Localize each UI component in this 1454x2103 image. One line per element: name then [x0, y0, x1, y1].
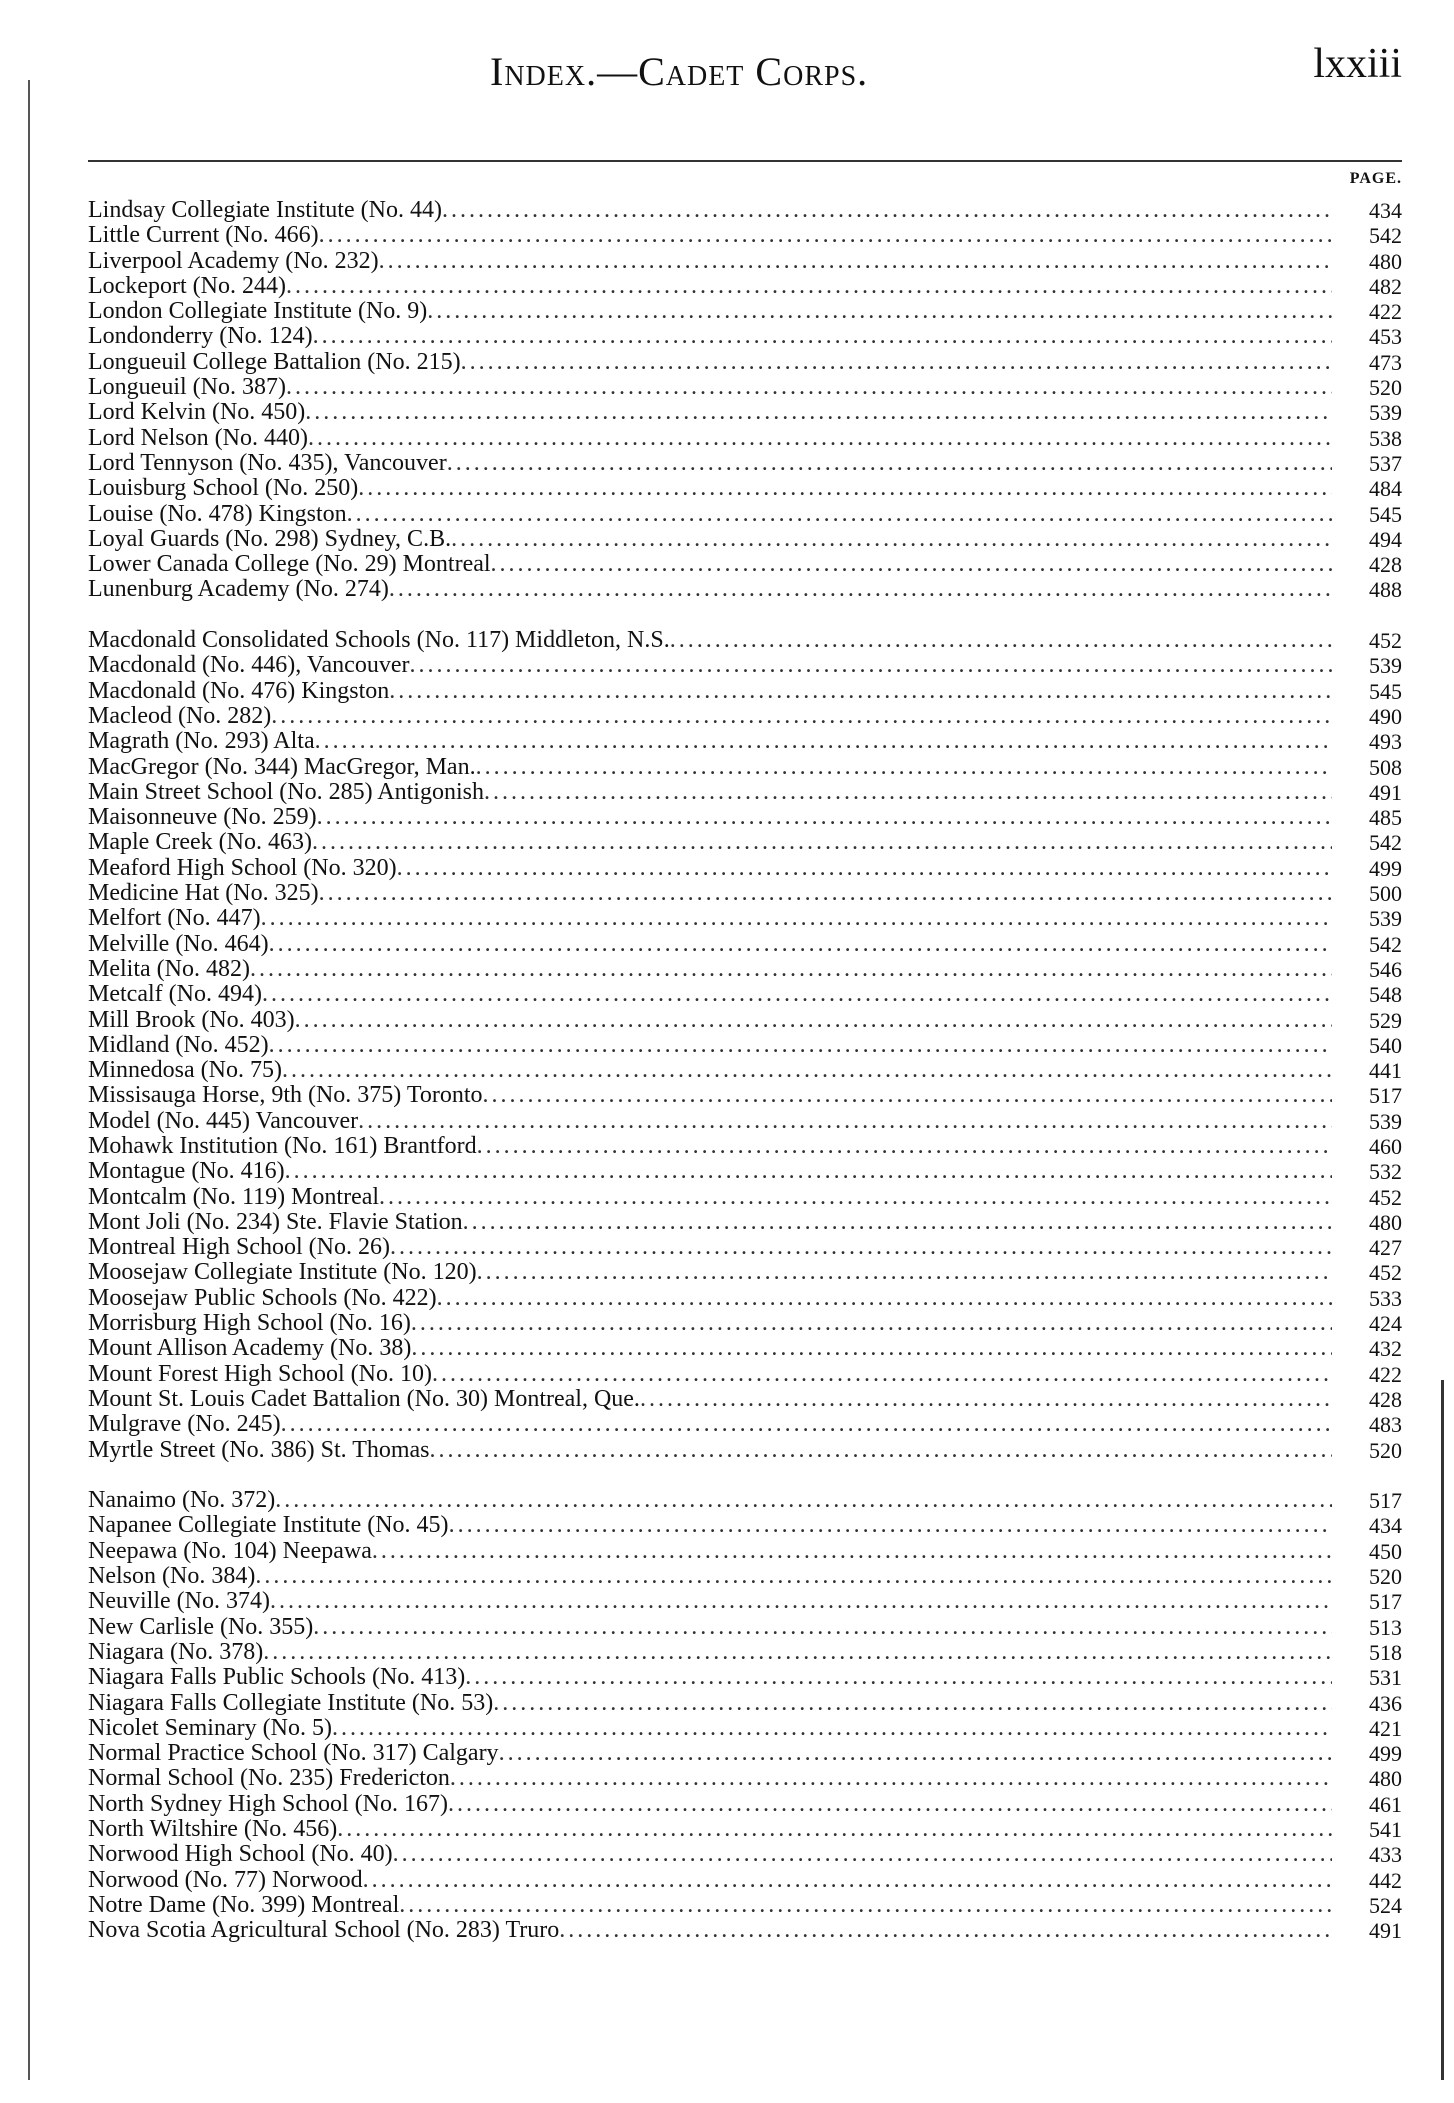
index-entry-text: Niagara Falls Public Schools (No. 413)	[88, 1665, 466, 1691]
index-entry-text: Norwood High School (No. 40)	[88, 1842, 393, 1868]
index-entry-text: Melfort (No. 447)	[88, 906, 261, 932]
index-entry-text: Melita (No. 482)	[88, 956, 250, 982]
page-ref: 452	[1369, 1184, 1402, 1210]
dot-leader	[282, 1058, 1332, 1083]
index-entry	[88, 1362, 1332, 1387]
dot-leader	[463, 1210, 1332, 1235]
page-ref: 480	[1369, 248, 1402, 274]
section-gap	[88, 1463, 1332, 1488]
index-entry	[88, 1286, 1332, 1311]
page-ref: 442	[1369, 1867, 1402, 1893]
index-entry-text: Norwood (No. 77) Norwood	[88, 1867, 363, 1893]
index-entry-text: Little Current (No. 466)	[88, 223, 319, 249]
dot-leader	[483, 1083, 1332, 1108]
index-entry	[88, 1438, 1332, 1463]
index-entry	[88, 1412, 1332, 1437]
index-entry-text: Lockeport (No. 244)	[88, 273, 286, 299]
index-entry-text: Liverpool Academy (No. 232)	[88, 248, 379, 274]
index-entry-text: Metcalf (No. 494)	[88, 982, 262, 1008]
dot-leader	[476, 755, 1332, 780]
dot-leader	[295, 1008, 1332, 1033]
index-entry	[88, 1691, 1332, 1716]
dot-leader	[250, 957, 1332, 982]
left-margin-rule	[28, 80, 30, 2080]
index-entry	[88, 1615, 1332, 1640]
page-ref: 428	[1369, 552, 1402, 578]
index-entry-text: London Collegiate Institute (No. 9)	[88, 299, 428, 325]
index-entry	[88, 780, 1332, 805]
dot-leader	[465, 1665, 1332, 1690]
header-divider	[88, 160, 1402, 162]
page-ref: 491	[1369, 1918, 1402, 1944]
index-entries	[88, 198, 1332, 1943]
dot-leader	[442, 198, 1332, 223]
page-ref: 517	[1369, 1488, 1402, 1514]
dot-leader	[411, 1311, 1332, 1336]
index-entry-text: Melville (No. 464)	[88, 931, 269, 957]
page-ref: 421	[1369, 1715, 1402, 1741]
index-entry-text: Model (No. 445) Vancouver	[88, 1108, 359, 1134]
index-entry-text: Meaford High School (No. 320)	[88, 855, 397, 881]
index-entry-text: Minnedosa (No. 75)	[88, 1058, 282, 1084]
index-entry	[88, 1210, 1332, 1235]
page-column-label: PAGE.	[1349, 170, 1402, 187]
page-ref: 545	[1369, 501, 1402, 527]
index-entry	[88, 426, 1332, 451]
index-entry-text: Macdonald (No. 476) Kingston	[88, 678, 390, 704]
index-entry-text: New Carlisle (No. 355)	[88, 1614, 314, 1640]
dot-leader	[270, 1589, 1332, 1614]
dot-leader	[263, 1640, 1332, 1665]
dot-leader	[477, 1260, 1332, 1285]
index-entry	[88, 350, 1332, 375]
index-entry-text: Lindsay Collegiate Institute (No. 44)	[88, 198, 442, 223]
dot-leader	[461, 350, 1332, 375]
section-gap	[1342, 1463, 1402, 1488]
index-entry	[88, 223, 1332, 248]
page-ref: 473	[1369, 349, 1402, 375]
index-entry-text: Neuville (No. 374)	[88, 1589, 270, 1615]
dot-leader	[286, 375, 1332, 400]
page-ref: 540	[1369, 1032, 1402, 1058]
index-entry-text: North Wiltshire (No. 456)	[88, 1817, 338, 1842]
dot-leader	[390, 1235, 1332, 1260]
index-entry-text: Mill Brook (No. 403)	[88, 1007, 295, 1033]
page-ref: 453	[1369, 324, 1402, 350]
dot-leader	[358, 1109, 1332, 1134]
index-entry	[88, 1589, 1332, 1614]
index-entry	[88, 1387, 1332, 1412]
right-margin-rule	[1441, 1380, 1444, 2080]
page-ref: 538	[1369, 425, 1402, 451]
index-entry	[88, 1235, 1332, 1260]
index-entry	[88, 476, 1332, 501]
index-entry	[88, 1893, 1332, 1918]
page-ref: 524	[1369, 1892, 1402, 1918]
index-entry-text: Montague (No. 416)	[88, 1159, 285, 1185]
index-entry-text: MacGregor (No. 344) MacGregor, Man.	[88, 754, 476, 780]
index-entry-text: Mount St. Louis Cadet Battalion (No. 30) Montreal, Que.	[88, 1386, 640, 1412]
dot-leader	[437, 1286, 1332, 1311]
index-entry	[88, 552, 1332, 577]
index-entry-text: Londonderry (No. 124)	[88, 324, 313, 350]
index-entry	[88, 249, 1332, 274]
dot-leader	[432, 1362, 1332, 1387]
dot-leader	[285, 1159, 1332, 1184]
page-ref: 488	[1369, 577, 1402, 603]
dot-leader	[315, 729, 1332, 754]
index-entry-text: Montreal High School (No. 26)	[88, 1235, 390, 1261]
page-ref: 485	[1369, 805, 1402, 831]
index-entry	[88, 805, 1332, 830]
index-entry-text: Mount Forest High School (No. 10)	[88, 1361, 432, 1387]
page-ref: 542	[1369, 931, 1402, 957]
page-ref: 433	[1369, 1842, 1402, 1868]
page-ref: 539	[1369, 906, 1402, 932]
index-entry	[88, 755, 1332, 780]
index-entry	[88, 982, 1332, 1007]
page-ref: 490	[1369, 703, 1402, 729]
page-ref: 432	[1369, 1336, 1402, 1362]
index-entry	[88, 856, 1332, 881]
index-entry-text: Maple Creek (No. 463)	[88, 830, 312, 856]
dot-leader	[450, 1766, 1332, 1791]
index-entry-text: Main Street School (No. 285) Antigonish	[88, 779, 484, 805]
index-entry	[88, 1716, 1332, 1741]
index-entry-text: Napanee Collegiate Institute (No. 45)	[88, 1513, 449, 1539]
index-entry	[88, 1083, 1332, 1108]
index-entry	[88, 1842, 1332, 1867]
dot-leader	[449, 1513, 1332, 1538]
index-entry-text: Niagara Falls Collegiate Institute (No. 53)	[88, 1690, 494, 1716]
dot-leader	[332, 1716, 1332, 1741]
index-entry-text: Magrath (No. 293) Alta	[88, 729, 315, 755]
dot-leader	[305, 400, 1332, 425]
page-ref: 532	[1369, 1159, 1402, 1185]
index-entry-text: Neepawa (No. 104) Neepawa	[88, 1538, 372, 1564]
dot-leader	[491, 552, 1332, 577]
index-entry	[88, 451, 1332, 476]
index-entry-text: Macdonald Consolidated Schools (No. 117) Middleton, N.S.	[88, 628, 670, 654]
index-entry-text: Lunenburg Academy (No. 274)	[88, 577, 389, 603]
dot-leader	[363, 1868, 1332, 1893]
dot-leader	[269, 932, 1332, 957]
dot-leader	[379, 1185, 1332, 1210]
page-ref: 531	[1369, 1665, 1402, 1691]
index-entry-text: Montcalm (No. 119) Montreal	[88, 1184, 380, 1210]
index-entry	[88, 830, 1332, 855]
page-ref: 434	[1369, 198, 1402, 223]
index-entry	[88, 527, 1332, 552]
index-entry	[88, 957, 1332, 982]
index-entry-text: Longueuil (No. 387)	[88, 375, 286, 401]
index-entry	[88, 1564, 1332, 1589]
dot-leader	[317, 805, 1332, 830]
index-entry-text: Mohawk Institution (No. 161) Brantford	[88, 1133, 477, 1159]
index-entry-text: Louisburg School (No. 250)	[88, 476, 359, 502]
index-entry-text: Lord Kelvin (No. 450)	[88, 400, 306, 426]
index-entry-text: Longueuil College Battalion (No. 215)	[88, 349, 461, 375]
dot-leader	[477, 1134, 1332, 1159]
index-entry	[88, 1311, 1332, 1336]
page-ref: 539	[1369, 1108, 1402, 1134]
page-ref: 427	[1369, 1235, 1402, 1261]
dot-leader	[379, 249, 1332, 274]
index-entry	[88, 704, 1332, 729]
index-entry-text: Niagara (No. 378)	[88, 1639, 264, 1665]
index-entry-text: Mont Joli (No. 234) Ste. Flavie Station	[88, 1209, 463, 1235]
dot-leader	[286, 274, 1332, 299]
dot-leader	[640, 1387, 1332, 1412]
index-entry-text: Notre Dame (No. 399) Montreal	[88, 1892, 400, 1918]
dot-leader	[427, 299, 1332, 324]
section-gap	[1342, 603, 1402, 628]
index-entry	[88, 1817, 1332, 1842]
dot-leader	[337, 1817, 1332, 1842]
page-ref: 520	[1369, 1437, 1402, 1463]
page-ref: 482	[1369, 273, 1402, 299]
dot-leader	[319, 223, 1332, 248]
index-entry	[88, 1665, 1332, 1690]
page-ref: 434	[1369, 1513, 1402, 1539]
dot-leader	[308, 426, 1332, 451]
index-entry	[88, 324, 1332, 349]
dot-leader	[269, 1033, 1332, 1058]
index-entry	[88, 1134, 1332, 1159]
index-entry-text: Nicolet Seminary (No. 5)	[88, 1715, 332, 1741]
index-entry	[88, 1058, 1332, 1083]
page-ref: 518	[1369, 1639, 1402, 1665]
index-entry	[88, 1185, 1332, 1210]
page-ref: 546	[1369, 956, 1402, 982]
index-entry-text: Normal School (No. 235) Fredericton	[88, 1766, 450, 1792]
index-entry-text: Lord Tennyson (No. 435), Vancouver	[88, 450, 447, 476]
page-ref: 422	[1369, 299, 1402, 325]
page-numbers-column	[1342, 198, 1402, 1943]
page-ref: 541	[1369, 1817, 1402, 1842]
index-entry	[88, 400, 1332, 425]
dot-leader	[499, 1741, 1332, 1766]
page-ref: 452	[1369, 1260, 1402, 1286]
index-entry-text: Loyal Guards (No. 298) Sydney, C.B.	[88, 526, 452, 552]
page-ref: 529	[1369, 1007, 1402, 1033]
index-entry	[88, 274, 1332, 299]
page-ref: 461	[1369, 1791, 1402, 1817]
index-entry-text: Macdonald (No. 446), Vancouver	[88, 653, 410, 679]
page-ref: 539	[1369, 400, 1402, 426]
page-ref: 441	[1369, 1058, 1402, 1084]
page-ref: 545	[1369, 678, 1402, 704]
index-entry	[88, 1792, 1332, 1817]
dot-leader	[409, 653, 1332, 678]
page-ref: 548	[1369, 982, 1402, 1008]
dot-leader	[451, 527, 1332, 552]
page-ref: 517	[1369, 1589, 1402, 1615]
index-entry	[88, 1008, 1332, 1033]
index-entry-text: North Sydney High School (No. 167)	[88, 1791, 448, 1817]
dot-leader	[275, 1488, 1332, 1513]
page-ref: 513	[1369, 1614, 1402, 1640]
dot-leader	[411, 1336, 1332, 1361]
dot-leader	[484, 780, 1332, 805]
page-ref: 517	[1369, 1083, 1402, 1109]
dot-leader	[262, 982, 1332, 1007]
index-entry	[88, 1033, 1332, 1058]
index-entry	[88, 1918, 1332, 1943]
page-ref: 539	[1369, 653, 1402, 679]
page-number: lxxiii	[1313, 41, 1402, 87]
dot-leader	[389, 577, 1332, 602]
dot-leader	[358, 476, 1332, 501]
index-entry	[88, 729, 1332, 754]
index-body	[88, 198, 1402, 2063]
index-entry	[88, 906, 1332, 931]
index-entry	[88, 1741, 1332, 1766]
page-ref: 537	[1369, 450, 1402, 476]
index-entry-text: Morrisburg High School (No. 16)	[88, 1311, 411, 1337]
dot-leader	[430, 1438, 1332, 1463]
page-ref: 480	[1369, 1766, 1402, 1792]
dot-leader	[559, 1918, 1332, 1943]
page-ref: 499	[1369, 855, 1402, 881]
dot-leader	[313, 1615, 1332, 1640]
index-entry	[88, 1336, 1332, 1361]
index-entry-text: Lower Canada College (No. 29) Montreal	[88, 552, 491, 578]
index-entry	[88, 1488, 1332, 1513]
page-ref: 428	[1369, 1386, 1402, 1412]
index-entry-text: Midland (No. 452)	[88, 1032, 269, 1058]
index-entry-text: Medicine Hat (No. 325)	[88, 881, 319, 907]
dot-leader	[319, 881, 1332, 906]
index-entry	[88, 628, 1332, 653]
page-ref: 450	[1369, 1538, 1402, 1564]
dot-leader	[447, 451, 1332, 476]
dot-leader	[448, 1792, 1332, 1817]
page-ref: 491	[1369, 779, 1402, 805]
dot-leader	[261, 906, 1332, 931]
page-ref: 499	[1369, 1741, 1402, 1767]
dot-leader	[670, 628, 1332, 653]
index-entry-text: Mount Allison Academy (No. 38)	[88, 1336, 412, 1362]
index-entry-text: Nanaimo (No. 372)	[88, 1488, 276, 1514]
page-ref: 542	[1369, 830, 1402, 856]
dot-leader	[281, 1412, 1332, 1437]
index-entry	[88, 1260, 1332, 1285]
index-entry	[88, 653, 1332, 678]
dot-leader	[397, 856, 1332, 881]
index-entry-text: Nova Scotia Agricultural School (No. 283) Truro	[88, 1918, 560, 1944]
dot-leader	[399, 1893, 1332, 1918]
index-entry-text: Nelson (No. 384)	[88, 1564, 256, 1590]
index-entry-text: Moosejaw Public Schools (No. 422)	[88, 1285, 437, 1311]
page-ref: 436	[1369, 1690, 1402, 1716]
page-ref: 424	[1369, 1311, 1402, 1337]
page-ref: 542	[1369, 223, 1402, 249]
dot-leader	[271, 704, 1332, 729]
page-ref: 520	[1369, 1564, 1402, 1590]
index-entry-text: Moosejaw Collegiate Institute (No. 120)	[88, 1260, 477, 1286]
index-entry-text: Missisauga Horse, 9th (No. 375) Toronto	[88, 1083, 483, 1109]
index-entry	[88, 1640, 1332, 1665]
dot-leader	[255, 1564, 1332, 1589]
index-entry	[88, 932, 1332, 957]
page-ref: 500	[1369, 881, 1402, 907]
page-ref: 484	[1369, 476, 1402, 502]
page-ref: 494	[1369, 526, 1402, 552]
page-ref: 533	[1369, 1285, 1402, 1311]
section-gap	[88, 603, 1332, 628]
dot-leader	[347, 502, 1332, 527]
page-ref: 452	[1369, 628, 1402, 654]
index-entry	[88, 1513, 1332, 1538]
dot-leader	[493, 1691, 1332, 1716]
index-entry	[88, 502, 1332, 527]
dot-leader	[312, 830, 1332, 855]
page-ref: 460	[1369, 1133, 1402, 1159]
page-ref: 493	[1369, 729, 1402, 755]
page-title: Index.—Cadet Corps.	[490, 49, 869, 94]
index-entry	[88, 1766, 1332, 1791]
page-ref: 480	[1369, 1209, 1402, 1235]
page-ref: 422	[1369, 1361, 1402, 1387]
dot-leader	[393, 1842, 1332, 1867]
index-entry-text: Normal Practice School (No. 317) Calgary	[88, 1741, 499, 1767]
index-entry-text: Louise (No. 478) Kingston	[88, 501, 347, 527]
index-entry	[88, 1159, 1332, 1184]
index-entry-text: Myrtle Street (No. 386) St. Thomas	[88, 1437, 430, 1463]
index-entry	[88, 1868, 1332, 1893]
index-entry-text: Lord Nelson (No. 440)	[88, 425, 308, 451]
dot-leader	[389, 679, 1332, 704]
dot-leader	[372, 1539, 1332, 1564]
index-entry	[88, 299, 1332, 324]
page-ref: 483	[1369, 1412, 1402, 1438]
dot-leader	[313, 324, 1332, 349]
index-entry	[88, 1539, 1332, 1564]
page-ref: 520	[1369, 375, 1402, 401]
index-entry-text: Macleod (No. 282)	[88, 703, 272, 729]
index-entry	[88, 375, 1332, 400]
page-ref: 508	[1369, 754, 1402, 780]
index-entry	[88, 198, 1332, 223]
index-entry-text: Maisonneuve (No. 259)	[88, 805, 317, 831]
index-entry	[88, 1109, 1332, 1134]
index-entry	[88, 881, 1332, 906]
index-entry	[88, 679, 1332, 704]
index-entry	[88, 577, 1332, 602]
index-entry-text: Mulgrave (No. 245)	[88, 1412, 281, 1438]
